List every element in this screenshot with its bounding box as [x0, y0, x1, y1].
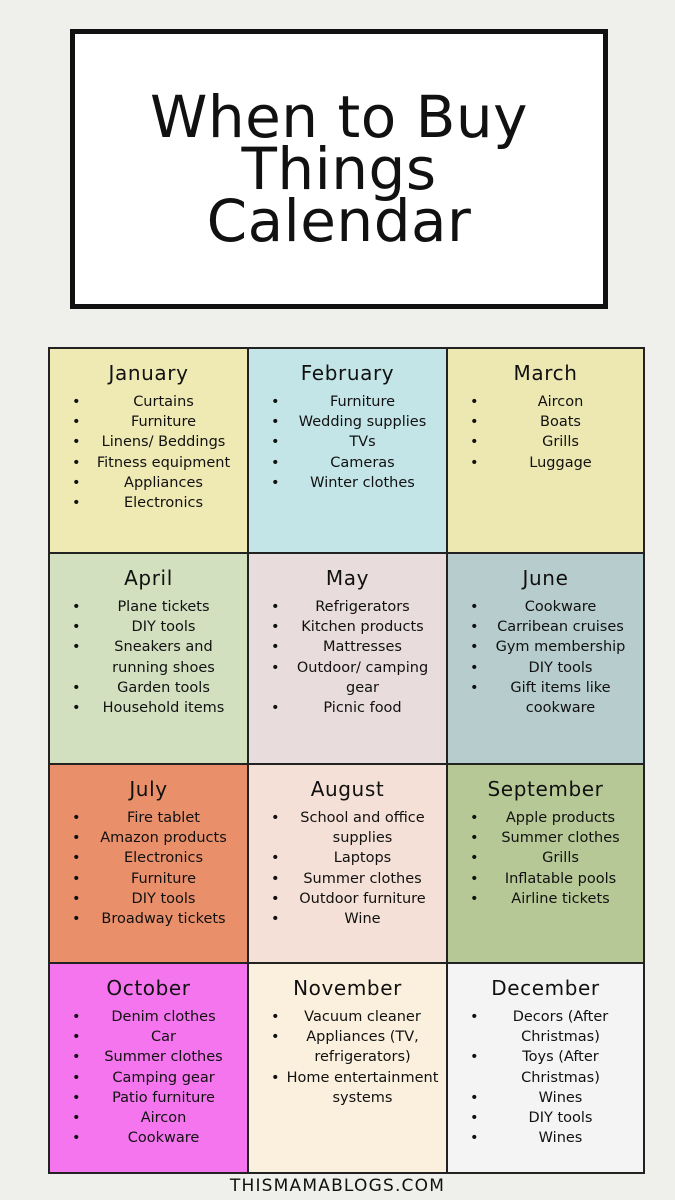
month-item-list	[50, 392, 247, 513]
month-cell-january	[50, 349, 249, 554]
list-item: • Linens/ Beddings	[72, 432, 241, 452]
list-item: • Garden tools	[72, 678, 241, 698]
list-item: • Cookware	[72, 1128, 241, 1148]
list-item: • School and office supplies	[271, 808, 440, 848]
list-item: • Fitness equipment	[72, 453, 241, 473]
list-item: • Car	[72, 1027, 241, 1047]
title-box	[70, 29, 608, 309]
list-item: • Luggage	[470, 453, 637, 473]
month-item-list	[50, 597, 247, 718]
list-item: • Home entertainment systems	[271, 1068, 440, 1108]
list-item: • DIY tools	[470, 1108, 637, 1128]
list-item: • Apple products	[470, 808, 637, 828]
list-item: • Inflatable pools	[470, 869, 637, 889]
list-item: • Furniture	[72, 869, 241, 889]
month-name: July	[129, 777, 168, 801]
list-item: • Airline tickets	[470, 889, 637, 909]
month-item-list	[249, 808, 446, 929]
page-title	[149, 83, 529, 255]
list-item: • Wines	[470, 1128, 637, 1148]
month-cell-november	[249, 964, 448, 1172]
list-item: • Carribean cruises	[470, 617, 637, 637]
month-cell-december	[448, 964, 643, 1172]
list-item: • Cameras	[271, 453, 440, 473]
list-item: • TVs	[271, 432, 440, 452]
list-item: • DIY tools	[470, 658, 637, 678]
month-cell-april	[50, 554, 249, 765]
month-cell-may	[249, 554, 448, 765]
month-name: September	[487, 777, 604, 801]
month-item-list	[50, 1007, 247, 1148]
title-line-2: Things	[241, 135, 437, 203]
list-item: • Grills	[470, 432, 637, 452]
list-item: • Plane tickets	[72, 597, 241, 617]
list-item: • Outdoor/ camping gear	[271, 658, 440, 698]
list-item: • Furniture	[72, 412, 241, 432]
list-item: • Curtains	[72, 392, 241, 412]
month-item-list	[249, 597, 446, 718]
month-item-list	[249, 1007, 446, 1108]
month-item-list	[448, 808, 643, 909]
month-item-list	[448, 392, 643, 473]
list-item: • Winter clothes	[271, 473, 440, 493]
list-item: • Appliances (TV, refrigerators)	[271, 1027, 440, 1067]
list-item: • Amazon products	[72, 828, 241, 848]
list-item: • DIY tools	[72, 889, 241, 909]
list-item: • Patio furniture	[72, 1088, 241, 1108]
list-item: • Broadway tickets	[72, 909, 241, 929]
month-name: May	[325, 566, 370, 590]
list-item: • Vacuum cleaner	[271, 1007, 440, 1027]
list-item: • Refrigerators	[271, 597, 440, 617]
footer-site-name: THISMAMABLOGS.COM	[229, 1176, 446, 1196]
month-cell-march	[448, 349, 643, 554]
month-name: January	[108, 361, 189, 385]
list-item: • Fire tablet	[72, 808, 241, 828]
month-name: February	[300, 361, 395, 385]
list-item: • Electronics	[72, 493, 241, 513]
list-item: • Aircon	[470, 392, 637, 412]
list-item: • Household items	[72, 698, 241, 718]
month-item-list	[448, 597, 643, 718]
month-name: October	[106, 976, 191, 1000]
month-name: August	[310, 777, 385, 801]
month-cell-august	[249, 765, 448, 964]
list-item: • Aircon	[72, 1108, 241, 1128]
list-item: • Wine	[271, 909, 440, 929]
list-item: • Gym membership	[470, 637, 637, 657]
month-cell-october	[50, 964, 249, 1172]
month-name: December	[491, 976, 600, 1000]
list-item: • Furniture	[271, 392, 440, 412]
list-item: • Denim clothes	[72, 1007, 241, 1027]
month-cell-june	[448, 554, 643, 765]
list-item: • Outdoor furniture	[271, 889, 440, 909]
list-item: • Cookware	[470, 597, 637, 617]
list-item: • Wedding supplies	[271, 412, 440, 432]
calendar-grid	[48, 347, 645, 1174]
list-item: • Wines	[470, 1088, 637, 1108]
list-item: • Mattresses	[271, 637, 440, 657]
list-item: • Camping gear	[72, 1068, 241, 1088]
list-item: • Sneakers and running shoes	[72, 637, 241, 677]
list-item: • Appliances	[72, 473, 241, 493]
list-item: • Picnic food	[271, 698, 440, 718]
list-item: • Summer clothes	[72, 1047, 241, 1067]
list-item: • Summer clothes	[470, 828, 637, 848]
title-line-1: When to Buy	[149, 83, 529, 151]
list-item: • Grills	[470, 848, 637, 868]
month-item-list	[249, 392, 446, 493]
month-cell-february	[249, 349, 448, 554]
month-cell-july	[50, 765, 249, 964]
month-name: June	[522, 566, 569, 590]
list-item: • Kitchen products	[271, 617, 440, 637]
list-item: • Gift items like cookware	[470, 678, 637, 718]
month-item-list	[50, 808, 247, 929]
list-item: • Decors (After Christmas)	[470, 1007, 637, 1047]
title-line-3: Calendar	[206, 187, 472, 255]
list-item: • DIY tools	[72, 617, 241, 637]
list-item: • Toys (After Christmas)	[470, 1047, 637, 1087]
month-name: November	[293, 976, 402, 1000]
month-item-list	[448, 1007, 643, 1148]
list-item: • Summer clothes	[271, 869, 440, 889]
month-cell-september	[448, 765, 643, 964]
list-item: • Boats	[470, 412, 637, 432]
list-item: • Electronics	[72, 848, 241, 868]
month-name: March	[513, 361, 578, 385]
list-item: • Laptops	[271, 848, 440, 868]
month-name: April	[124, 566, 173, 590]
